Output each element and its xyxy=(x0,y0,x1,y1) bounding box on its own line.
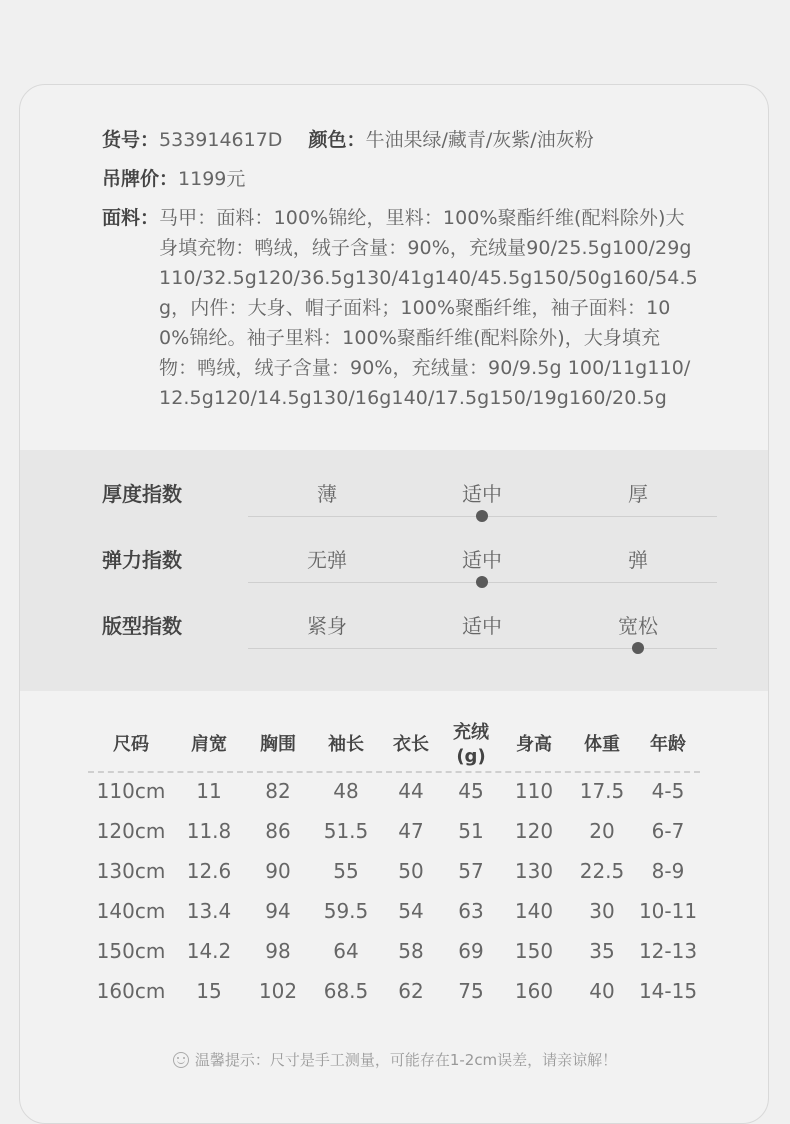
table-cell: 50 xyxy=(398,859,424,883)
header-chest: 胸围 xyxy=(260,734,296,755)
fit-index-row xyxy=(20,582,769,648)
index-option: 薄 xyxy=(317,482,337,506)
table-cell: 11.8 xyxy=(186,819,232,843)
fabric-line: g，内件：大身、帽子面料；100%聚酯纤维，袖子面料：10 xyxy=(159,297,671,319)
product-info-card xyxy=(19,84,769,1124)
table-cell: 64 xyxy=(333,939,359,963)
size-table xyxy=(88,719,700,1011)
header-height: 身高 xyxy=(516,734,552,755)
table-row xyxy=(88,771,700,811)
table-cell: 160cm xyxy=(96,979,166,1003)
header-shoulder: 肩宽 xyxy=(191,734,227,755)
table-cell: 120 xyxy=(514,819,554,843)
price-label: 吊牌价： xyxy=(102,168,179,190)
product-info xyxy=(102,125,742,413)
index-option: 弹 xyxy=(628,548,648,572)
header-age: 年龄 xyxy=(650,734,686,755)
table-cell: 48 xyxy=(333,779,359,803)
index-option: 厚 xyxy=(628,482,648,506)
color-value: 牛油果绿/藏青/灰紫/油灰粉 xyxy=(365,129,594,151)
table-cell: 14-15 xyxy=(638,979,698,1003)
table-cell: 140 xyxy=(514,899,554,923)
item-no: 533914617D xyxy=(159,129,283,151)
smile-icon xyxy=(173,1052,189,1068)
table-cell: 90 xyxy=(265,859,291,883)
table-cell: 51.5 xyxy=(323,819,369,843)
fit-indices-panel xyxy=(20,450,769,691)
fabric-line: 物：鸭绒，绒子含量：90%，充绒量：90/9.5g 100/11g110/ xyxy=(159,357,691,379)
index-option: 宽松 xyxy=(618,614,658,638)
header-length: 衣长 xyxy=(393,734,429,755)
item-color-row xyxy=(102,125,742,155)
table-cell: 12.6 xyxy=(186,859,232,883)
table-cell: 120cm xyxy=(96,819,166,843)
table-cell: 4-5 xyxy=(651,779,685,803)
table-cell: 55 xyxy=(333,859,359,883)
table-cell: 6-7 xyxy=(651,819,685,843)
thickness-index-row xyxy=(20,450,769,516)
table-cell: 47 xyxy=(398,819,424,843)
table-cell: 102 xyxy=(258,979,298,1003)
table-cell: 82 xyxy=(265,779,291,803)
table-row xyxy=(88,811,700,851)
fabric-line: 身填充物：鸭绒，绒子含量：90%，充绒量90/25.5g100/29g xyxy=(159,237,692,259)
header-sleeve: 袖长 xyxy=(328,734,364,755)
fabric-line: 马甲：面料：100%锦纶，里料：100%聚酯纤维(配料除外)大 xyxy=(159,207,685,229)
table-cell: 62 xyxy=(398,979,424,1003)
table-cell: 10-11 xyxy=(638,899,698,923)
measurement-tip xyxy=(20,1049,769,1070)
index-scale-line xyxy=(248,648,717,649)
fabric-line: 12.5g120/14.5g130/16g140/17.5g150/19g160/20.5g xyxy=(159,387,667,409)
table-cell: 40 xyxy=(589,979,615,1003)
table-cell: 35 xyxy=(589,939,615,963)
table-row xyxy=(88,971,700,1011)
index-option: 适中 xyxy=(462,614,502,638)
table-cell: 22.5 xyxy=(579,859,625,883)
table-cell: 160 xyxy=(514,979,554,1003)
table-row xyxy=(88,891,700,931)
index-option: 紧身 xyxy=(307,614,347,638)
fabric-line: 0%锦纶。袖子里料：100%聚酯纤维(配料除外)，大身填充 xyxy=(159,327,661,349)
table-cell: 59.5 xyxy=(323,899,369,923)
table-row xyxy=(88,851,700,891)
index-title: 弹力指数 xyxy=(102,548,182,572)
price-value: 1199元 xyxy=(178,168,246,190)
table-cell: 110 xyxy=(514,779,554,803)
tip-text: 温馨提示：尺寸是手工测量，可能存在1-2cm误差，请亲谅解！ xyxy=(194,1051,618,1069)
table-cell: 14.2 xyxy=(186,939,232,963)
table-cell: 17.5 xyxy=(579,779,625,803)
table-cell: 140cm xyxy=(96,899,166,923)
header-size: 尺码 xyxy=(113,734,149,755)
table-row xyxy=(88,931,700,971)
price-row xyxy=(102,164,742,194)
size-table-header xyxy=(88,719,700,771)
fabric-label: 面料： xyxy=(102,207,160,229)
table-cell: 30 xyxy=(589,899,615,923)
color-label: 颜色： xyxy=(308,129,366,151)
table-cell: 51 xyxy=(458,819,484,843)
table-cell: 75 xyxy=(458,979,484,1003)
table-cell: 44 xyxy=(398,779,424,803)
table-cell: 57 xyxy=(458,859,484,883)
table-cell: 110cm xyxy=(96,779,166,803)
table-cell: 11 xyxy=(196,779,222,803)
size-table-body xyxy=(88,771,700,1011)
table-cell: 45 xyxy=(458,779,484,803)
index-option: 适中 xyxy=(462,548,502,572)
table-cell: 8-9 xyxy=(651,859,685,883)
index-option: 无弹 xyxy=(307,548,347,572)
fabric-line: 110/32.5g120/36.5g130/41g140/45.5g150/50g160/54.5 xyxy=(159,267,698,289)
index-title: 版型指数 xyxy=(102,614,182,638)
table-cell: 58 xyxy=(398,939,424,963)
index-title: 厚度指数 xyxy=(102,482,182,506)
table-cell: 20 xyxy=(589,819,615,843)
table-cell: 130 xyxy=(514,859,554,883)
table-cell: 69 xyxy=(458,939,484,963)
table-cell: 63 xyxy=(458,899,484,923)
table-cell: 13.4 xyxy=(186,899,232,923)
table-cell: 86 xyxy=(265,819,291,843)
table-cell: 12-13 xyxy=(638,939,698,963)
header-divider xyxy=(88,771,700,773)
index-option: 适中 xyxy=(462,482,502,506)
fabric-row xyxy=(102,203,742,413)
table-cell: 98 xyxy=(265,939,291,963)
table-cell: 15 xyxy=(196,979,222,1003)
index-marker xyxy=(632,642,644,654)
item-no-label: 货号： xyxy=(102,129,160,151)
header-down-fill: 充绒 (g) xyxy=(453,722,489,767)
table-cell: 94 xyxy=(265,899,291,923)
table-cell: 54 xyxy=(398,899,424,923)
table-cell: 150 xyxy=(514,939,554,963)
elasticity-index-row xyxy=(20,516,769,582)
header-weight: 体重 xyxy=(584,734,620,755)
table-cell: 130cm xyxy=(96,859,166,883)
fabric-description xyxy=(159,203,698,413)
table-cell: 150cm xyxy=(96,939,166,963)
table-cell: 68.5 xyxy=(323,979,369,1003)
